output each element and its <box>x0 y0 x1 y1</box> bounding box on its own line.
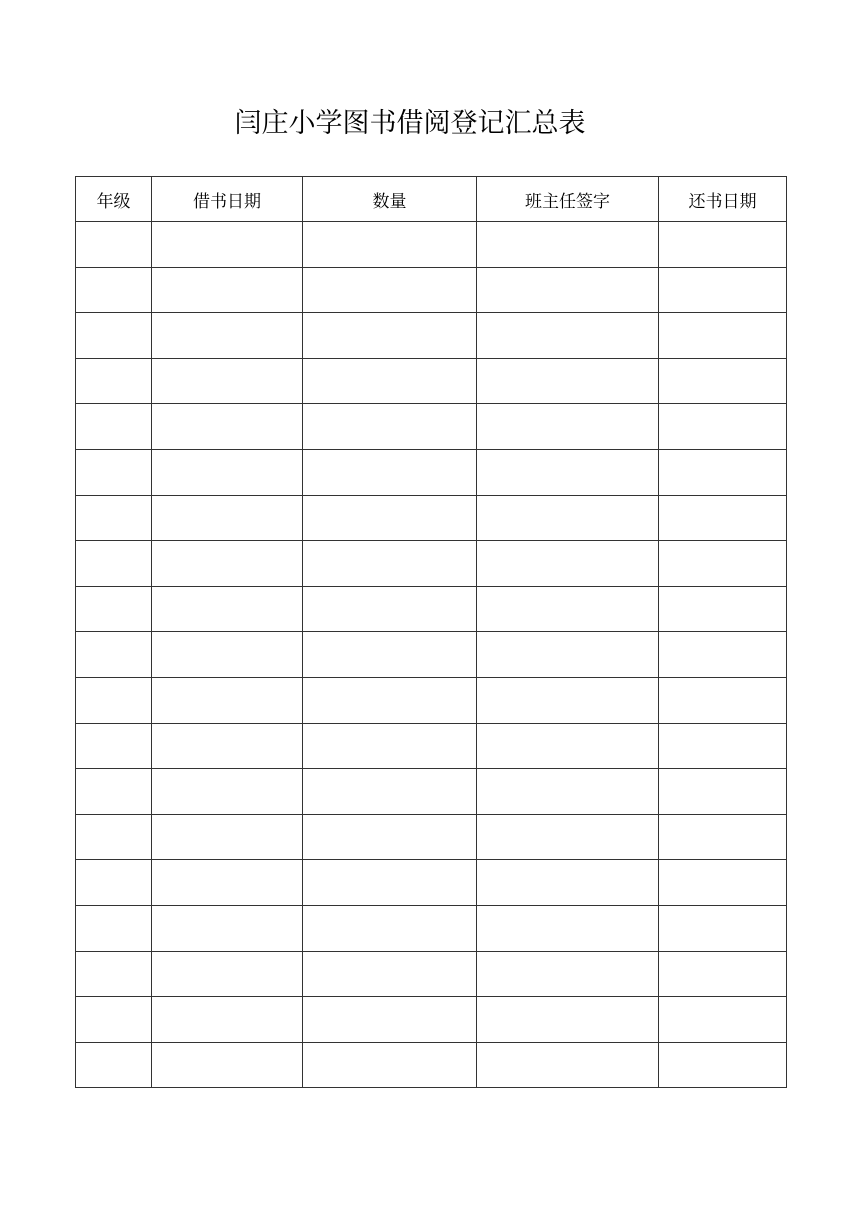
cell-borrow-date <box>152 1042 303 1088</box>
table-row <box>76 267 787 313</box>
cell-return-date <box>659 449 787 495</box>
cell-quantity <box>303 541 477 587</box>
cell-quantity <box>303 860 477 906</box>
cell-borrow-date <box>152 632 303 678</box>
cell-grade <box>76 495 152 541</box>
header-grade: 年级 <box>76 177 152 222</box>
table-row <box>76 358 787 404</box>
header-teacher-signature: 班主任签字 <box>477 177 659 222</box>
cell-borrow-date <box>152 541 303 587</box>
table-row <box>76 1042 787 1088</box>
cell-borrow-date <box>152 905 303 951</box>
cell-grade <box>76 267 152 313</box>
cell-return-date <box>659 814 787 860</box>
cell-grade <box>76 541 152 587</box>
cell-teacher-signature <box>477 860 659 906</box>
cell-teacher-signature <box>477 997 659 1043</box>
table-header-row <box>76 177 787 222</box>
cell-borrow-date <box>152 951 303 997</box>
cell-quantity <box>303 632 477 678</box>
cell-quantity <box>303 769 477 815</box>
cell-return-date <box>659 905 787 951</box>
table-row <box>76 997 787 1043</box>
cell-teacher-signature <box>477 723 659 769</box>
cell-grade <box>76 358 152 404</box>
cell-grade <box>76 814 152 860</box>
cell-teacher-signature <box>477 586 659 632</box>
cell-teacher-signature <box>477 769 659 815</box>
table-row <box>76 814 787 860</box>
cell-borrow-date <box>152 449 303 495</box>
cell-quantity <box>303 814 477 860</box>
cell-return-date <box>659 586 787 632</box>
borrowing-register-table <box>75 176 787 1088</box>
cell-teacher-signature <box>477 313 659 359</box>
cell-borrow-date <box>152 222 303 268</box>
cell-borrow-date <box>152 495 303 541</box>
cell-grade <box>76 632 152 678</box>
cell-quantity <box>303 404 477 450</box>
cell-quantity <box>303 997 477 1043</box>
cell-return-date <box>659 632 787 678</box>
cell-quantity <box>303 951 477 997</box>
cell-teacher-signature <box>477 404 659 450</box>
header-return-date: 还书日期 <box>659 177 787 222</box>
cell-quantity <box>303 358 477 404</box>
cell-borrow-date <box>152 723 303 769</box>
cell-grade <box>76 404 152 450</box>
cell-borrow-date <box>152 814 303 860</box>
table-row <box>76 222 787 268</box>
cell-quantity <box>303 313 477 359</box>
cell-return-date <box>659 723 787 769</box>
cell-teacher-signature <box>477 814 659 860</box>
cell-teacher-signature <box>477 632 659 678</box>
cell-return-date <box>659 267 787 313</box>
cell-borrow-date <box>152 677 303 723</box>
table-body <box>76 222 787 1088</box>
cell-return-date <box>659 358 787 404</box>
table-row <box>76 723 787 769</box>
cell-return-date <box>659 313 787 359</box>
cell-grade <box>76 1042 152 1088</box>
table-row <box>76 313 787 359</box>
cell-quantity <box>303 586 477 632</box>
table-row <box>76 905 787 951</box>
cell-borrow-date <box>152 769 303 815</box>
cell-teacher-signature <box>477 222 659 268</box>
cell-grade <box>76 951 152 997</box>
cell-teacher-signature <box>477 951 659 997</box>
cell-return-date <box>659 951 787 997</box>
table-row <box>76 404 787 450</box>
header-borrow-date: 借书日期 <box>152 177 303 222</box>
cell-grade <box>76 313 152 359</box>
cell-return-date <box>659 997 787 1043</box>
table-row <box>76 769 787 815</box>
cell-grade <box>76 222 152 268</box>
cell-borrow-date <box>152 358 303 404</box>
cell-teacher-signature <box>477 677 659 723</box>
table-row <box>76 860 787 906</box>
cell-teacher-signature <box>477 905 659 951</box>
cell-borrow-date <box>152 267 303 313</box>
cell-borrow-date <box>152 860 303 906</box>
cell-return-date <box>659 860 787 906</box>
cell-quantity <box>303 723 477 769</box>
cell-grade <box>76 677 152 723</box>
cell-grade <box>76 860 152 906</box>
cell-grade <box>76 586 152 632</box>
cell-return-date <box>659 495 787 541</box>
table-row <box>76 586 787 632</box>
table-row <box>76 495 787 541</box>
cell-return-date <box>659 677 787 723</box>
table-row <box>76 951 787 997</box>
cell-quantity <box>303 1042 477 1088</box>
cell-grade <box>76 769 152 815</box>
cell-quantity <box>303 449 477 495</box>
cell-return-date <box>659 222 787 268</box>
table-row <box>76 677 787 723</box>
cell-grade <box>76 449 152 495</box>
cell-return-date <box>659 1042 787 1088</box>
cell-return-date <box>659 769 787 815</box>
cell-quantity <box>303 267 477 313</box>
cell-teacher-signature <box>477 358 659 404</box>
table-row <box>76 541 787 587</box>
cell-teacher-signature <box>477 449 659 495</box>
cell-quantity <box>303 495 477 541</box>
table-row <box>76 632 787 678</box>
cell-return-date <box>659 541 787 587</box>
cell-quantity <box>303 677 477 723</box>
cell-borrow-date <box>152 997 303 1043</box>
cell-teacher-signature <box>477 541 659 587</box>
cell-borrow-date <box>152 313 303 359</box>
cell-quantity <box>303 905 477 951</box>
table-row <box>76 449 787 495</box>
document-title: 闫庄小学图书借阅登记汇总表 <box>234 108 586 140</box>
cell-grade <box>76 997 152 1043</box>
cell-teacher-signature <box>477 1042 659 1088</box>
cell-return-date <box>659 404 787 450</box>
cell-teacher-signature <box>477 495 659 541</box>
cell-teacher-signature <box>477 267 659 313</box>
cell-quantity <box>303 222 477 268</box>
header-quantity: 数量 <box>303 177 477 222</box>
cell-grade <box>76 723 152 769</box>
cell-borrow-date <box>152 586 303 632</box>
cell-borrow-date <box>152 404 303 450</box>
cell-grade <box>76 905 152 951</box>
